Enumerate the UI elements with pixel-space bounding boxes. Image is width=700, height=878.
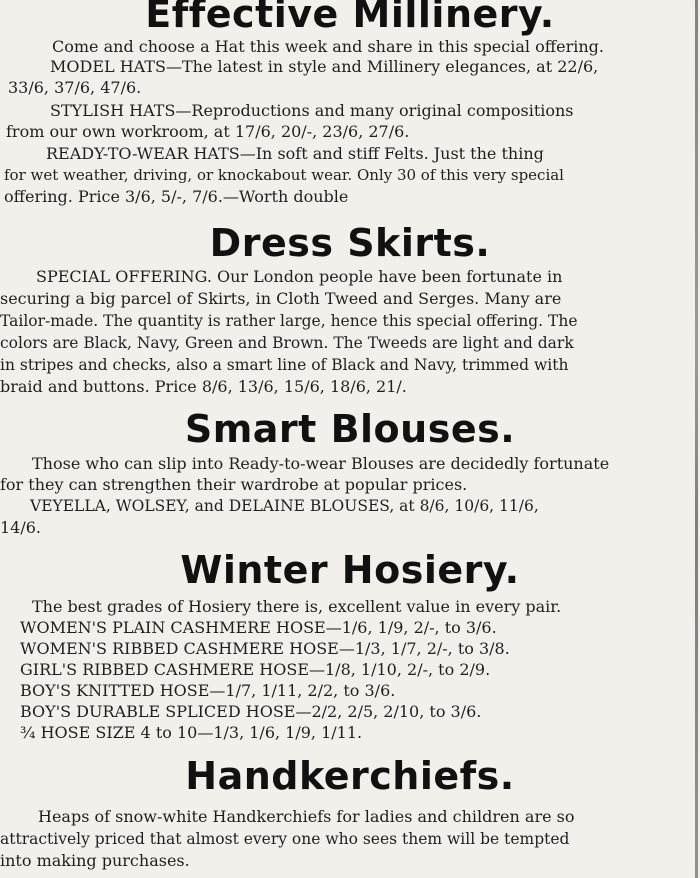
hosiery-item-girls-ribbed: GIRL'S RIBBED CASHMERE HOSE—1/8, 1/10, 2/-, to 2/9.: [20, 660, 491, 679]
millinery-ready-to-wear-price: offering. Price 3/6, 5/-, 7/6.—Worth double: [4, 187, 349, 206]
hosiery-item-womens-plain: WOMEN'S PLAIN CASHMERE HOSE—1/6, 1/9, 2/-, to 3/6.: [20, 618, 497, 637]
column-rule: [695, 0, 698, 878]
hosiery-item-boys-knitted: BOY'S KNITTED HOSE—1/7, 1/11, 2/2, to 3/6.: [20, 681, 396, 700]
millinery-model-hats: MODEL HATS—The latest in style and Millinery elegances, at 22/6,: [50, 57, 599, 76]
millinery-stylish-hats: STYLISH HATS—Reproductions and many original compositions: [50, 101, 574, 120]
heading-handkerchiefs: Handkerchiefs.: [185, 754, 515, 798]
heading-millinery: Effective Millinery.: [145, 0, 555, 36]
millinery-model-hats-prices: 33/6, 37/6, 47/6.: [8, 78, 142, 97]
skirts-line-6: braid and buttons. Price 8/6, 13/6, 15/6, 18/6, 21/.: [0, 377, 407, 396]
millinery-intro: Come and choose a Hat this week and share in this special offering.: [52, 37, 604, 56]
hosiery-item-womens-ribbed: WOMEN'S RIBBED CASHMERE HOSE—1/3, 1/7, 2/-, to 3/8.: [20, 639, 510, 658]
heading-winter-hosiery: Winter Hosiery.: [180, 548, 520, 592]
skirts-line-1: SPECIAL OFFERING. Our London people have been fortunate in: [36, 267, 563, 286]
skirts-line-2: securing a big parcel of Skirts, in Cloth Tweed and Serges. Many are: [0, 289, 562, 308]
skirts-line-3: Tailor-made. The quantity is rather large, hence this special offering. The: [0, 312, 578, 330]
handkerchiefs-line-3: into making purchases.: [0, 851, 190, 870]
handkerchiefs-line-1: Heaps of snow-white Handkerchiefs for ladies and children are so: [38, 807, 575, 826]
heading-dress-skirts: Dress Skirts.: [209, 221, 491, 265]
blouses-line-4: 14/6.: [0, 518, 42, 537]
hosiery-intro: The best grades of Hosiery there is, excellent value in every pair.: [32, 597, 562, 616]
hosiery-item-size-4-10: ¾ HOSE SIZE 4 to 10—1/3, 1/6, 1/9, 1/11.: [20, 723, 363, 742]
blouses-line-3: VEYELLA, WOLSEY, and DELAINE BLOUSES, at 8/6, 10/6, 11/6,: [30, 497, 539, 515]
skirts-line-4: colors are Black, Navy, Green and Brown. The Tweeds are light and dark: [0, 334, 574, 352]
millinery-ready-to-wear: READY-TO-WEAR HATS—In soft and stiff Felts. Just the thing: [46, 144, 544, 163]
millinery-ready-to-wear-desc: for wet weather, driving, or knockabout wear. Only 30 of this very special: [4, 166, 564, 184]
skirts-line-5: in stripes and checks, also a smart line of Black and Navy, trimmed with: [0, 356, 569, 374]
hosiery-item-boys-spliced: BOY'S DURABLE SPLICED HOSE—2/2, 2/5, 2/10, to 3/6.: [20, 702, 482, 721]
blouses-line-1: Those who can slip into Ready-to-wear Blouses are decidedly fortunate: [32, 454, 610, 473]
handkerchiefs-line-2: attractively priced that almost every one who sees them will be tempted: [0, 830, 570, 848]
heading-smart-blouses: Smart Blouses.: [184, 407, 516, 451]
blouses-line-2: for they can strengthen their wardrobe at popular prices.: [0, 475, 468, 494]
millinery-stylish-hats-prices: from our own workroom, at 17/6, 20/-, 23/6, 27/6.: [6, 122, 410, 141]
